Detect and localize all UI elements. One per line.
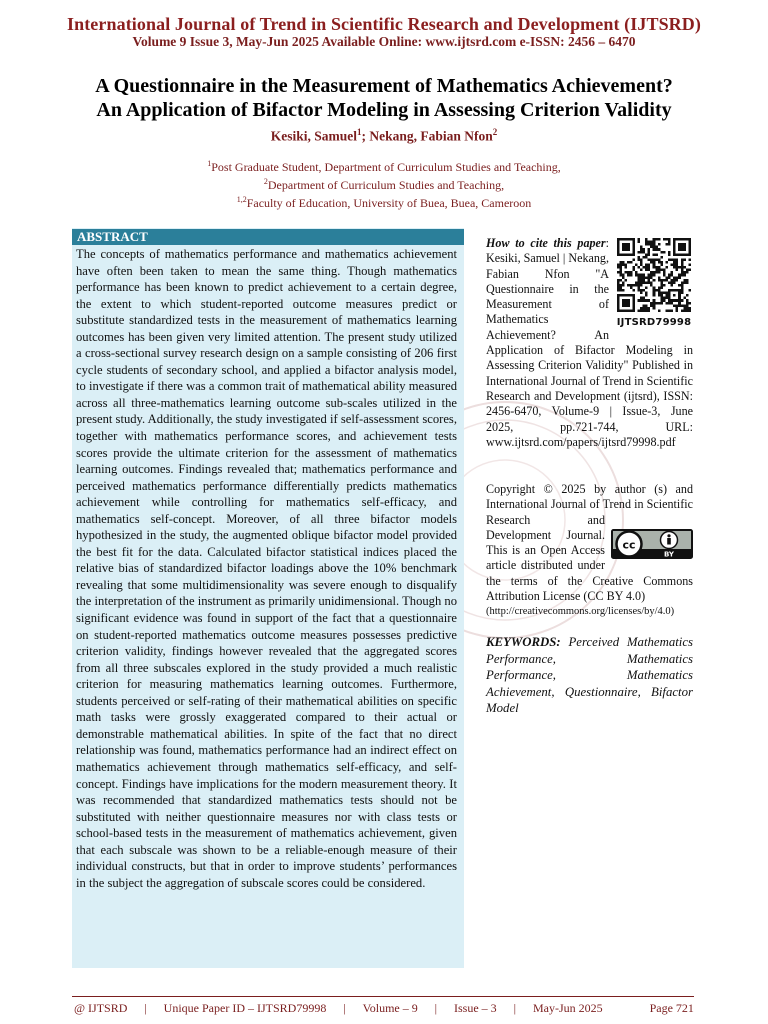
citation-label: How to cite this paper [486, 236, 606, 250]
license-url-link[interactable]: (http://creativecommons.org/licenses/by/4.0) [486, 606, 675, 618]
citation-text: : Kesiki, Samuel | Nekang, Fabian Nfon "A Questionnaire in the Measurement of Mathematics Achievement? An Application of Bifactor Modeling in Assessing Criterion Validity" Published in International Journal of Trend in Scientific Research and Development (ijtsrd), ISSN: 2456-6470, Volume-9 | Issue-3, June 2025, pp.721-744, URL: www.ijtsrd.com/papers/ijtsrd79998.pdf [486, 236, 693, 449]
cc-by-license-icon[interactable] [611, 529, 693, 559]
qr-block [615, 238, 693, 338]
authors [0, 127, 768, 145]
footer-date: May-Jun 2025 [532, 1001, 603, 1015]
journal-header [0, 14, 768, 50]
footer-journal: @ IJTSRD [74, 1001, 128, 1015]
affiliation-2-sup: 2 [263, 177, 268, 186]
citation-block [486, 236, 693, 450]
footer-volume: Volume – 9 [362, 1001, 418, 1015]
abstract-text: The concepts of mathematics performance and mathematics achievement have often been taken to mean the same thing. Though mathematics performance has been known to predict achievement to a certain degree, the extent to which student-reported outcome measures predict or substitute standardized tests in the measurement of mathematics learning outcomes has been given very limited attention. The present study utilized a cross-sectional survey research design on a sample consisting of 206 first cycle students of secondary school, and applied a bifactor analysis model, to investigate if there was a common trait of mathematical ability measured across all three-mathematics learning outcome sub-scales utilized in the present study. Additionally, the study investigated if self-assessment scores, together with mathematics performance scores, and achievement tests scores provide the ultimate criterion for the assessment of mathematics learning outcomes. Findings revealed that; mathematics performance and perceived mathematics performance differentially predicts mathematics achievement while controlling for mathematics self-efficacy, and mathematics self-concept. Moreover, of all three bifactor models hypothesized in the study, the augmented oblique bifactor model provided the best fit for the data. Calculated bifactor statistical indices placed the relative bias of standardized bifactor loadings above the 10% benchmark revealing that some multidimensionality was severe enough to disqualify the interpretation of the instrument as primarily unidimensional. Though no significant evidence was found in support of the fact that a questionnaire on student-reported mathematics outcome measures possesses predictive criterion validity, findings however revealed that the aggregated scores from all three subscales explored in the study provided a much realistic criterion for measuring mathematics learning outcomes. Furthermore, students perceived or self-rating of their mathematical abilities on specific math tasks were grossly exaggerated compared to their actual or demonstrable mathematical abilities. In spite of the fact that no direct relationship was found, mathematics performance had an indirect effect on mathematics achievement through mathematics self-efficacy, and self-concept. Findings have implications for the modern measurement theory. It was recommended that standardized mathematics tests should not be substituted with neither questionnaire measures nor with class tests or school-based tests in the measurement of mathematics achievement, given that each subscale was shown to be a reliable-enough measure of their individual constructs, but that in order to improve students’ performances in the subject the aggregation of subscale scores could be considered. [76, 247, 458, 890]
footer-rule [72, 996, 694, 997]
footer-page-number: Page 721 [649, 1001, 694, 1015]
footer-sep: | [144, 1001, 147, 1015]
keywords-block [486, 634, 693, 717]
footer-paper-id: Unique Paper ID – IJTSRD79998 [163, 1001, 327, 1015]
cc-badge-by-label: BY [663, 550, 675, 559]
author-2: Nekang, Fabian Nfon [369, 128, 493, 144]
abstract-heading: ABSTRACT [72, 229, 464, 245]
author-2-sup: 2 [492, 127, 498, 137]
footer-sep: | [513, 1001, 517, 1015]
copyright-text: Copyright © 2025 by author (s) and International Journal of Trend in Scientific Research and Development Journal. This is an Open Access article distributed under the terms of the Creative Commons Attribution License (CC BY 4.0) [486, 482, 693, 604]
qr-code-icon[interactable] [617, 238, 691, 312]
affiliation-1 [0, 156, 768, 175]
affiliation-1-text: Post Graduate Student, Department of Curriculum Studies and Teaching, [211, 160, 561, 174]
copyright-block [486, 482, 693, 620]
affiliation-1-sup: 1 [207, 159, 212, 168]
affiliation-3 [0, 192, 768, 211]
paper-title-line-1: A Questionnaire in the Measurement of Mathematics Achievement? [95, 75, 673, 97]
affiliation-3-text: Faculty of Education, University of Buea, Buea, Cameroon [246, 196, 532, 210]
affiliation-2-text: Department of Curriculum Studies and Teaching, [267, 178, 505, 192]
author-1-sup: 1 [356, 127, 362, 137]
abstract-box [72, 228, 464, 968]
keywords-label: KEYWORDS: [486, 635, 561, 649]
affiliation-2 [0, 174, 768, 193]
affiliation-3-sup: 1,2 [236, 195, 247, 204]
qr-code-label: IJTSRD79998 [616, 317, 692, 328]
author-separator: ; [361, 128, 370, 144]
keywords-text: Perceived Mathematics Performance, Mathematics Performance, Mathematics Achievement, Questionnaire, Bifactor Model [486, 635, 694, 716]
page-footer [74, 1001, 694, 1016]
author-1: Kesiki, Samuel [270, 128, 357, 144]
footer-sep: | [343, 1001, 346, 1015]
journal-title: International Journal of Trend in Scientific Research and Development (IJTSRD) [67, 14, 701, 34]
paper-title-line-2: An Application of Bifactor Modeling in Assessing Criterion Validity [96, 99, 672, 121]
footer-sep: | [434, 1001, 438, 1015]
footer-issue: Issue – 3 [454, 1001, 497, 1015]
paper-title [20, 74, 748, 122]
journal-meta: Volume 9 Issue 3, May-Jun 2025 Available Online: www.ijtsrd.com e-ISSN: 2456 – 6470 [132, 34, 636, 49]
svg-text:cc: cc [622, 538, 636, 552]
